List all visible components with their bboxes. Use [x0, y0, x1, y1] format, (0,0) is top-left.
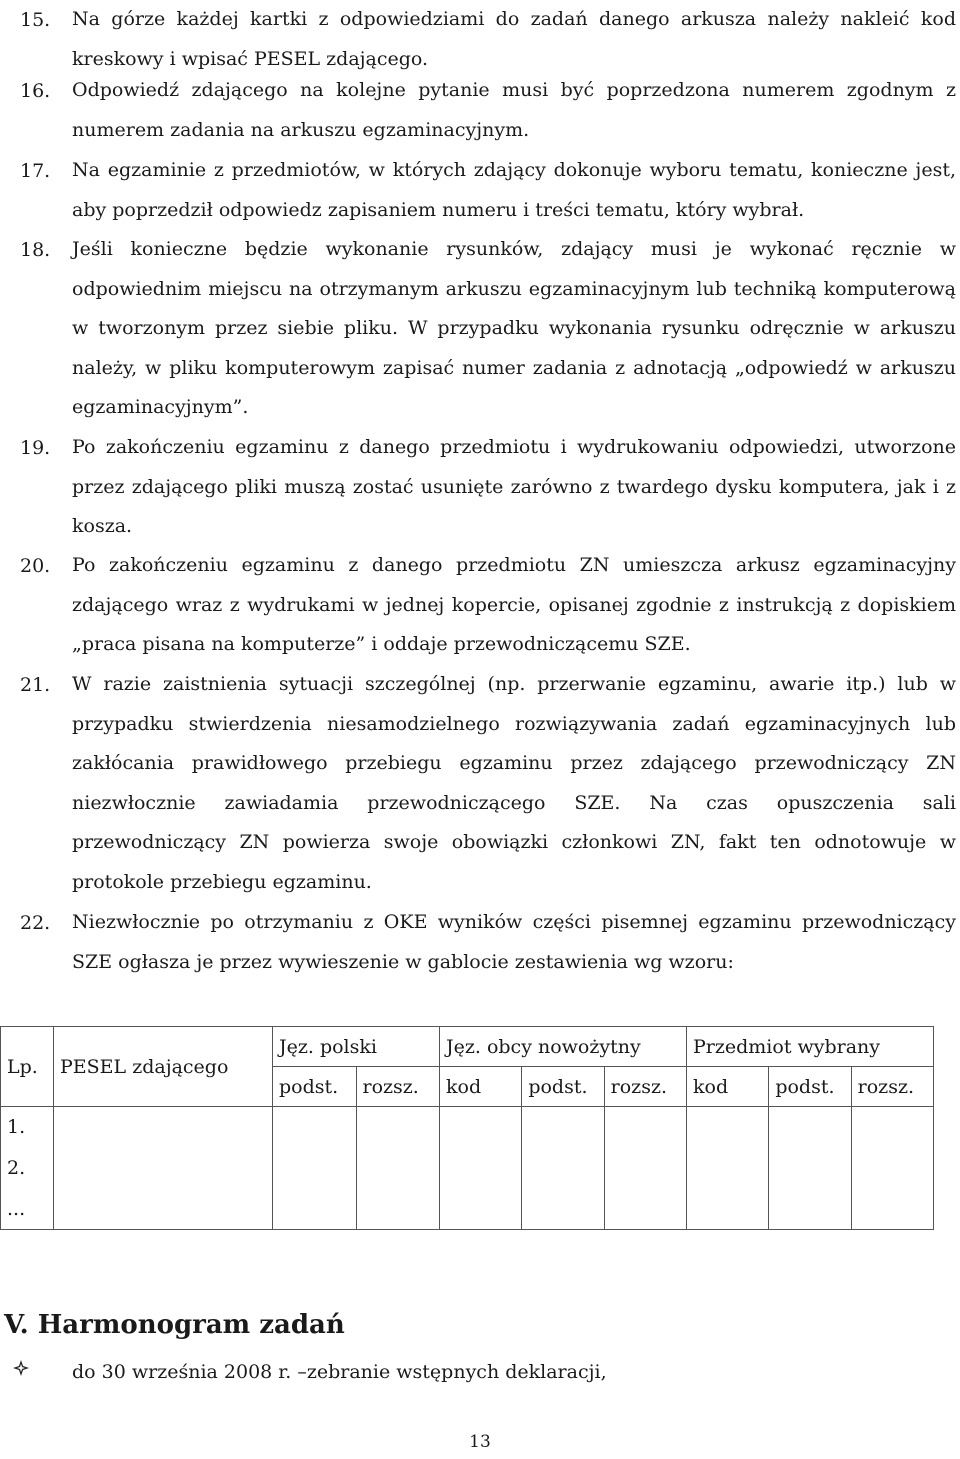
data-cell	[356, 1189, 440, 1230]
bullet-text: do 30 września 2008 r. –zebranie wstępnych deklaracji,	[72, 1361, 607, 1383]
item-text: Odpowiedź zdającego na kolejne pytanie musi być poprzedzona numerem zgodnym z numerem zadania na arkuszu egzaminacyjnym.	[72, 79, 956, 141]
data-cell	[273, 1107, 357, 1148]
section-heading: V. Harmonogram zadań	[4, 1310, 345, 1340]
data-cell	[851, 1148, 933, 1189]
data-cell	[687, 1107, 769, 1148]
results-template-table	[0, 1026, 934, 1230]
subheader-cell: rozsz.	[356, 1067, 440, 1107]
data-cell	[769, 1107, 851, 1148]
header-pesel: PESEL zdającego	[54, 1027, 273, 1107]
item-number: 17.	[20, 160, 51, 182]
item-text: Na górze każdej kartki z odpowiedziami do zadań danego arkusza należy nakleić kod kreskowy i wpisać PESEL zdającego.	[72, 8, 956, 70]
pesel-cell	[54, 1107, 273, 1148]
item-number: 19.	[20, 437, 51, 459]
subheader-cell: kod	[440, 1067, 522, 1107]
subheader-cell: podst.	[522, 1067, 604, 1107]
pesel-cell	[54, 1189, 273, 1230]
table-row	[1, 1189, 934, 1230]
data-cell	[440, 1107, 522, 1148]
diamond-bullet-icon	[12, 1352, 32, 1392]
data-cell	[687, 1148, 769, 1189]
subheader-cell: kod	[687, 1067, 769, 1107]
data-cell	[273, 1148, 357, 1189]
data-cell	[851, 1107, 933, 1148]
table-row	[1, 1148, 934, 1189]
item-number: 20.	[20, 555, 51, 577]
item-text: Jeśli konieczne będzie wykonanie rysunków, zdający musi je wykonać ręcznie w odpowiednim miejscu na otrzymanym arkuszu egzaminacyjnym lub techniką komputerową w tworzonym przez siebie pliku. W przypadku wykonania rysunku odręcznie w arkuszu należy, w pliku komputerowym zapisać numer zadania z adnotacją „odpowiedź w arkuszu egzaminacyjnym”.	[72, 238, 956, 418]
item-text: W razie zaistnienia sytuacji szczególnej (np. przerwanie egzaminu, awarie itp.) lub w przypadku stwierdzenia niesamodzielnego rozwiązywania zadań egzaminacyjnych lub zakłócania prawidłowego przebiegu egzaminu przez zdającego przewodniczący ZN niezwłocznie zawiadamia przewodniczącego SZE. Na czas opuszczenia sali przewodniczący ZN powierza swoje obowiązki członkowi ZN, fakt ten odnotowuje w protokole przebiegu egzaminu.	[72, 673, 956, 893]
header-group-foreign: Jęz. obcy nowożytny	[440, 1027, 687, 1067]
pesel-cell	[54, 1148, 273, 1189]
data-cell	[522, 1189, 604, 1230]
item-text: Na egzaminie z przedmiotów, w których zdający dokonuje wyboru tematu, konieczne jest, aby poprzedził odpowiedz zapisaniem numeru i treści tematu, który wybrał.	[72, 159, 956, 221]
data-cell	[522, 1107, 604, 1148]
item-number: 15.	[20, 9, 51, 31]
data-cell	[273, 1189, 357, 1230]
data-cell	[851, 1189, 933, 1230]
item-number: 16.	[20, 80, 51, 102]
data-cell	[604, 1107, 686, 1148]
subheader-cell: rozsz.	[851, 1067, 933, 1107]
item-number: 21.	[20, 674, 51, 696]
data-cell	[522, 1148, 604, 1189]
row-number: 1.	[1, 1107, 54, 1148]
item-text: Po zakończeniu egzaminu z danego przedmiotu i wydrukowaniu odpowiedzi, utworzone przez zdającego pliki muszą zostać usunięte zarówno z twardego dysku komputera, jak i z kosza.	[72, 436, 956, 537]
item-text: Niezwłocznie po otrzymaniu z OKE wyników części pisemnej egzaminu przewodniczący SZE ogłasza je przez wywieszenie w gablocie zestawienia wg wzoru:	[72, 911, 956, 973]
data-cell	[440, 1148, 522, 1189]
data-cell	[440, 1189, 522, 1230]
data-cell	[356, 1107, 440, 1148]
data-cell	[604, 1189, 686, 1230]
data-cell	[687, 1189, 769, 1230]
row-number: 2.	[1, 1148, 54, 1189]
item-number: 18.	[20, 239, 51, 261]
header-group-polish: Jęz. polski	[273, 1027, 440, 1067]
data-cell	[769, 1189, 851, 1230]
subheader-cell: podst.	[769, 1067, 851, 1107]
row-number: ...	[1, 1189, 54, 1230]
data-cell	[769, 1148, 851, 1189]
data-cell	[604, 1148, 686, 1189]
header-group-elective: Przedmiot wybrany	[687, 1027, 934, 1067]
data-cell	[356, 1148, 440, 1189]
subheader-cell: podst.	[273, 1067, 357, 1107]
subheader-cell: rozsz.	[604, 1067, 686, 1107]
table-row	[1, 1107, 934, 1148]
page-number: 13	[469, 1432, 491, 1452]
header-lp: Lp.	[1, 1027, 54, 1107]
item-number: 22.	[20, 912, 51, 934]
item-text: Po zakończeniu egzaminu z danego przedmiotu ZN umieszcza arkusz egzaminacyjny zdającego wraz z wydrukami w jednej kopercie, opisanej zgodnie z instrukcją z dopiskiem „praca pisana na komputerze” i oddaje przewodniczącemu SZE.	[72, 554, 956, 655]
